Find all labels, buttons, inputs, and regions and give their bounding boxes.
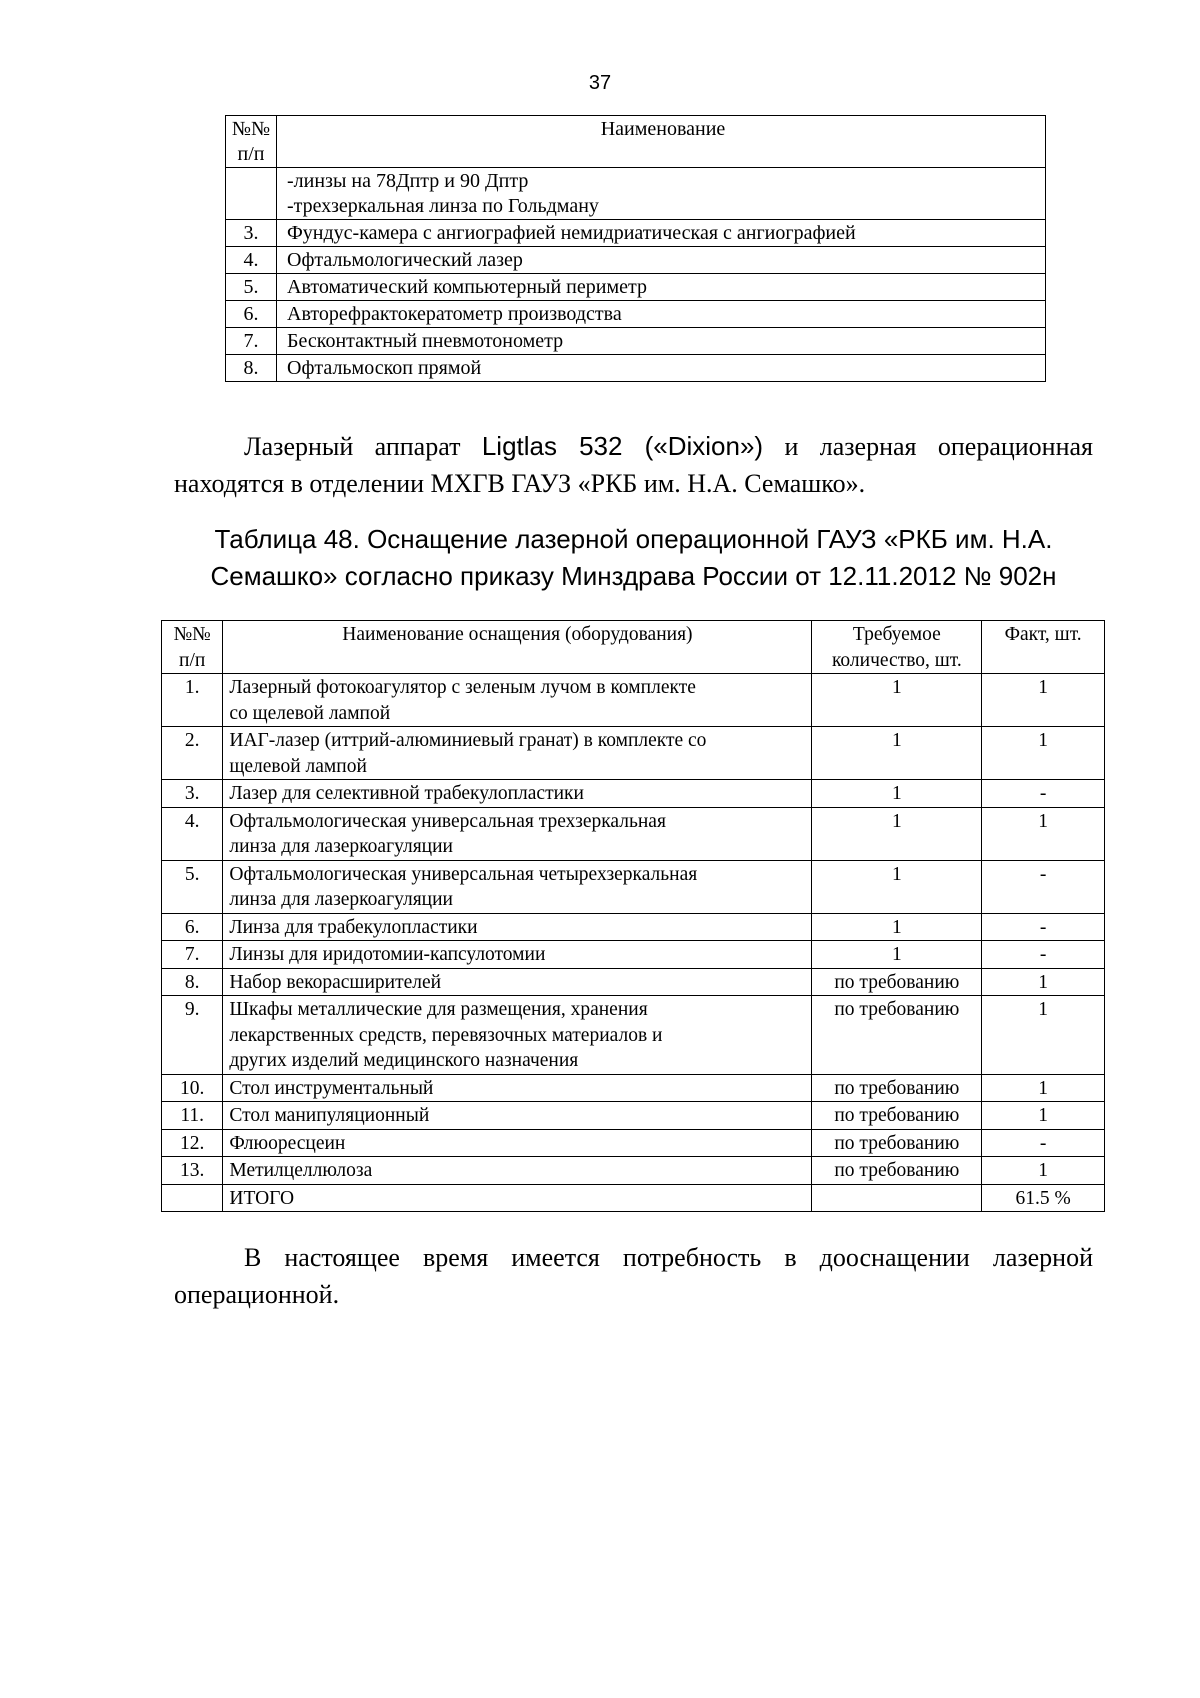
item-name-cell [223,941,812,969]
item-name-line: Офтальмоскоп прямой [287,357,482,379]
row-number-cell: 3. [162,780,223,808]
table-row [226,274,1046,301]
required-quantity-cell: 1 [812,727,982,780]
item-name-cell [223,968,812,996]
row-number-cell: 6. [162,913,223,941]
item-name-line: Шкафы металлические для размещения, хранения [229,999,648,1020]
table-header-row [226,116,1046,168]
item-name-cell [223,860,812,913]
item-name-cell [277,301,1046,328]
item-name-cell [223,913,812,941]
item-name-line: -трехзеркальная линза по Гольдману [287,195,599,217]
row-number-cell: 8. [162,968,223,996]
required-quantity-cell: по требованию [812,1157,982,1185]
paragraph-text: и лазерная операционная находятся в отделении МХГВ ГАУЗ «РКБ им. Н.А. Семашко». [174,432,1094,498]
table-row [226,301,1046,328]
table-row [162,727,1105,780]
table-row [226,328,1046,355]
actual-quantity-cell: - [982,1129,1105,1157]
row-number-cell: 5. [162,860,223,913]
item-name-cell [223,1074,812,1102]
page-number: 37 [588,72,612,94]
required-quantity-cell: 1 [812,780,982,808]
table-row [162,1157,1105,1185]
row-number-cell [226,168,277,220]
table-row [162,1074,1105,1102]
row-number-cell: 8. [226,355,277,382]
caption-line: Семашко» согласно приказу Минздрава России от 12.11.2012 № 902н [210,561,1057,591]
required-quantity-cell: 1 [812,860,982,913]
actual-quantity-cell: 1 [982,968,1105,996]
table-header-row [162,621,1105,674]
item-name-cell [277,168,1046,220]
row-number-cell: 11. [162,1102,223,1130]
table-row [162,860,1105,913]
paragraph-laser-device [174,428,1093,502]
table-row [226,247,1046,274]
table-row [162,780,1105,808]
row-number-cell: 5. [226,274,277,301]
required-quantity-cell: по требованию [812,968,982,996]
equipment-table-continued [225,115,1046,382]
caption-line: Таблица 48. Оснащение лазерной операционной ГАУЗ «РКБ им. Н.А. [214,524,1053,554]
item-name-line: Фундус-камера с ангиографией немидриатическая с ангиографией [287,222,856,244]
row-number-cell: 7. [162,941,223,969]
laser-room-equipment-table [161,620,1105,1212]
actual-quantity-cell: 1 [982,996,1105,1075]
item-name-cell [223,727,812,780]
actual-quantity-cell: - [982,780,1105,808]
required-quantity-cell: по требованию [812,1074,982,1102]
table-row [226,220,1046,247]
row-number-cell: 4. [162,807,223,860]
item-name-cell [277,220,1046,247]
item-name-cell [223,807,812,860]
total-fact-value: 61.5 % [982,1184,1105,1212]
table-row [162,941,1105,969]
table-row [162,1102,1105,1130]
column-header-fact: Факт, шт. [982,621,1105,674]
actual-quantity-cell: 1 [982,1074,1105,1102]
required-quantity-cell: 1 [812,913,982,941]
row-number-cell: 13. [162,1157,223,1185]
table-row [162,913,1105,941]
item-name-line: Офтальмологический лазер [287,249,523,271]
column-header-name: Наименование [277,116,1046,168]
item-name-line: Набор векорасширителей [229,971,442,993]
item-name-cell [223,1157,812,1185]
item-name-line: -линзы на 78Дптр и 90 Дптр [287,170,529,192]
required-quantity-cell: 1 [812,941,982,969]
actual-quantity-cell: 1 [982,1102,1105,1130]
column-header-number: №№ п/п [226,116,277,168]
actual-quantity-cell: - [982,941,1105,969]
item-name-line: Автоматический компьютерный периметр [287,276,647,298]
item-name-line: со щелевой лампой [229,702,391,724]
required-quantity-cell: 1 [812,674,982,727]
item-name-cell [277,328,1046,355]
column-header-number: №№ п/п [162,621,223,674]
item-name-line: Линза для трабекулопластики [229,916,478,938]
actual-quantity-cell: - [982,860,1105,913]
row-number-cell: 9. [162,996,223,1075]
table-row [162,1129,1105,1157]
row-number-cell: 10. [162,1074,223,1102]
table-row [162,968,1105,996]
item-name-line: Стол манипуляционный [229,1105,430,1126]
table-caption [174,521,1093,595]
actual-quantity-cell: 1 [982,674,1105,727]
required-quantity-cell: по требованию [812,1129,982,1157]
item-name-cell [223,1129,812,1157]
item-name-line: Офтальмологическая универсальная четырехзеркальная [229,863,698,885]
actual-quantity-cell: - [982,913,1105,941]
item-name-line: Бесконтактный пневмотонометр [287,330,564,352]
device-name: Ligtlas 532 («Dixion») [481,431,764,461]
item-name-cell [277,247,1046,274]
row-number-cell: 4. [226,247,277,274]
row-number-cell: 1. [162,674,223,727]
table-row [162,996,1105,1075]
item-name-line: линза для лазеркоагуляции [229,889,453,910]
row-number-cell: 12. [162,1129,223,1157]
item-name-line: других изделий медицинского назначения [229,1050,579,1071]
paragraph-text: Лазерный аппарат [244,432,482,461]
table-row [162,807,1105,860]
item-name-cell [277,274,1046,301]
actual-quantity-cell: 1 [982,1157,1105,1185]
item-name-cell [223,996,812,1075]
item-name-line: ИАГ-лазер (иттрий-алюминиевый гранат) в комплекте со [229,730,707,751]
row-number-cell: 6. [226,301,277,328]
total-row [162,1184,1105,1212]
required-quantity-cell: по требованию [812,1102,982,1130]
row-number-cell: 2. [162,727,223,780]
item-name-line: щелевой лампой [229,755,367,777]
total-number-cell [162,1184,223,1212]
item-name-line: Офтальмологическая универсальная трехзеркальная [229,810,666,832]
required-quantity-cell: по требованию [812,996,982,1075]
row-number-cell: 7. [226,328,277,355]
item-name-cell [223,674,812,727]
item-name-line: Метилцеллюлоза [229,1160,373,1181]
total-required-cell [812,1184,982,1212]
item-name-line: Лазерный фотокоагулятор с зеленым лучом в комплекте [229,677,696,698]
item-name-line: Авторефрактокератометр производства [287,303,622,325]
item-name-line: линза для лазеркоагуляции [229,836,453,857]
paragraph-conclusion: В настоящее время имеется потребность в дооснащении лазерной операционной. [174,1243,1093,1309]
item-name-cell [223,1102,812,1130]
actual-quantity-cell: 1 [982,727,1105,780]
row-number-cell: 3. [226,220,277,247]
item-name-line: Лазер для селективной трабекулопластики [229,783,584,804]
item-name-cell [223,780,812,808]
item-name-line: Флюоресцеин [229,1132,346,1154]
table-row [226,355,1046,382]
item-name-cell [277,355,1046,382]
actual-quantity-cell: 1 [982,807,1105,860]
column-header-name: Наименование оснащения (оборудования) [223,621,812,674]
table-row [226,168,1046,220]
column-header-required: Требуемое количество, шт. [812,621,982,674]
total-label: ИТОГО [223,1184,812,1212]
item-name-line: Линзы для иридотомии-капсулотомии [229,944,546,965]
table-row [162,674,1105,727]
item-name-line: Стол инструментальный [229,1077,434,1099]
required-quantity-cell: 1 [812,807,982,860]
item-name-line: лекарственных средств, перевязочных материалов и [229,1024,663,1046]
